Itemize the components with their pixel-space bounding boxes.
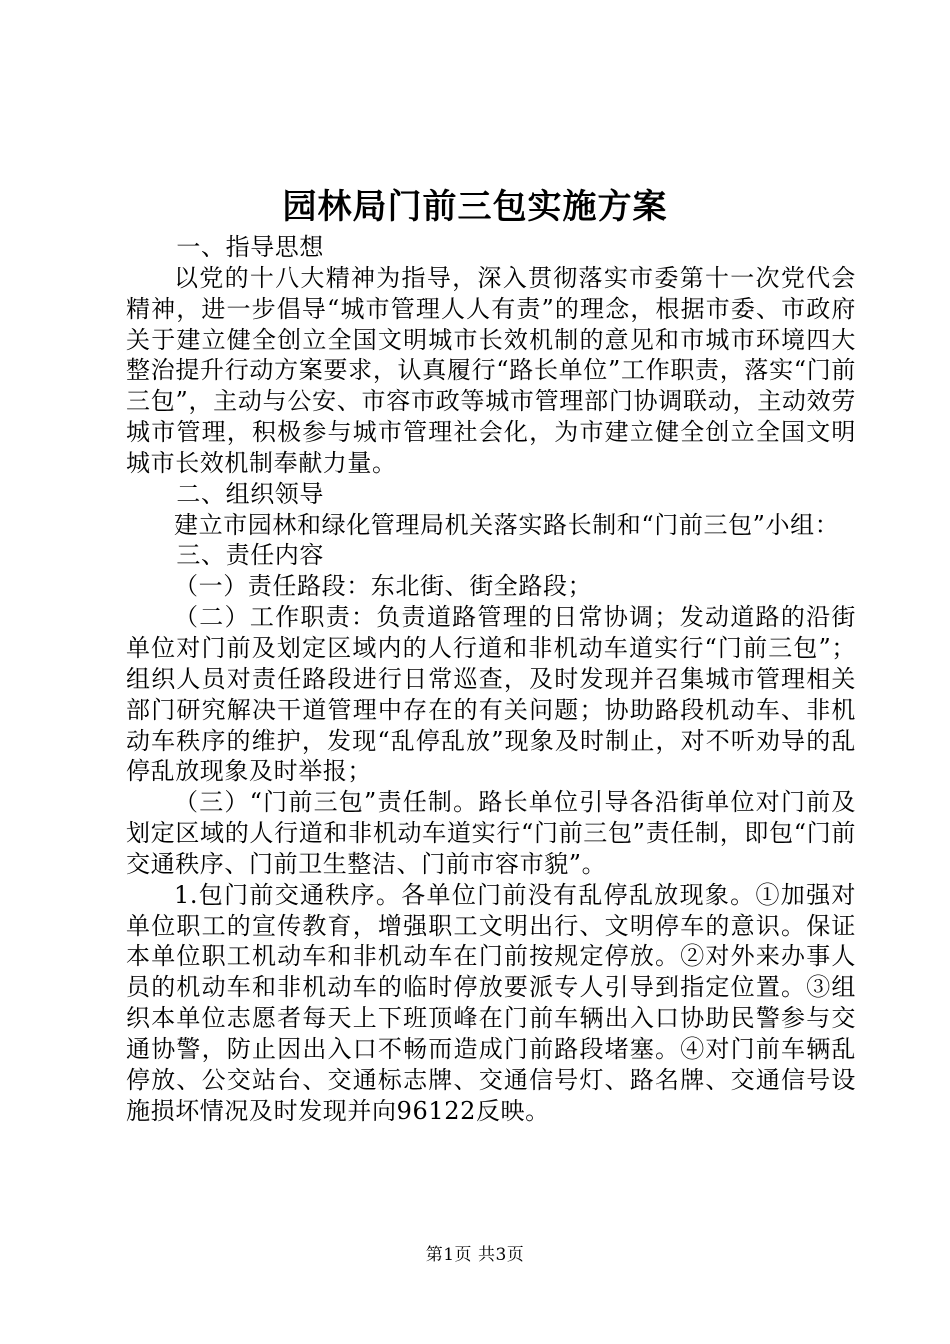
page-number-footer: 第1页 共3页 [425,1245,525,1265]
document-body [126,232,856,1126]
section-heading-guiding-ideology: 一、指导思想 [176,233,324,261]
paragraph-organization: 建立市园林和绿化管理局机关落实路长制和“门前三包”小组： [174,510,840,539]
section-heading-organization: 二、组织领导 [176,479,324,508]
paragraph-three-guarantees: （三）“门前三包”责任制。路长单位引导各沿街单位对门前及划定区域的人行道和非机动车道实行“门前三包”责任制，即包“门前交通秩序、门前卫生整洁、门前市容市貌”。 [126,788,856,878]
paragraph-responsible-road: （一）责任路段：东北街、街全路段； [174,572,593,601]
paragraph-traffic-order: 1.包门前交通秩序。各单位门前没有乱停乱放现象。①加强对单位职工的宣传教育，增强职工文明出行、文明停车的意识。保证本单位职工机动车和非机动车在门前按规定停放。②对外来办事人员的机动车和非机动车的临时停放要派专人引导到指定位置。③组织本单位志愿者每天上下班顶峰在门前车辆出入口协助民警参与交通协警，防止因出入口不畅而造成门前路段堵塞。④对门前车辆乱停放、公交站台、交通标志牌、交通信号灯、路名牌、交通信号设施损坏情况及时发现并向96122反映。 [126,880,856,1125]
paragraph-guiding-ideology: 以党的十八大精神为指导，深入贯彻落实市委第十一次党代会精神，进一步倡导“城市管理人人有责”的理念，根据市委、市政府关于建立健全创立全国文明城市长效机制的意见和市城市环境四大整治提升行动方案要求，认真履行“路长单位”工作职责，落实“门前三包”，主动与公安、市容市政等城市管理部门协调联动，主动效劳城市管理，积极参与城市管理社会化，为市建立健全创立全国文明城市长效机制奉献力量。 [126,263,856,477]
document-title: 园林局门前三包实施方案 [282,187,668,227]
paragraph-work-duties: （二）工作职责：负责道路管理的日常协调；发动道路的沿街单位对门前及划定区域内的人行道和非机动车道实行“门前三包”；组织人员对责任路段进行日常巡查，及时发现并召集城市管理相关部门研究解决干道管理中存在的有关问题；协助路段机动车、非机动车秩序的维护，发现“乱停乱放”现象及时制止，对不听劝导的乱停乱放现象及时举报； [126,603,856,786]
section-heading-responsibilities: 三、责任内容 [176,541,324,570]
